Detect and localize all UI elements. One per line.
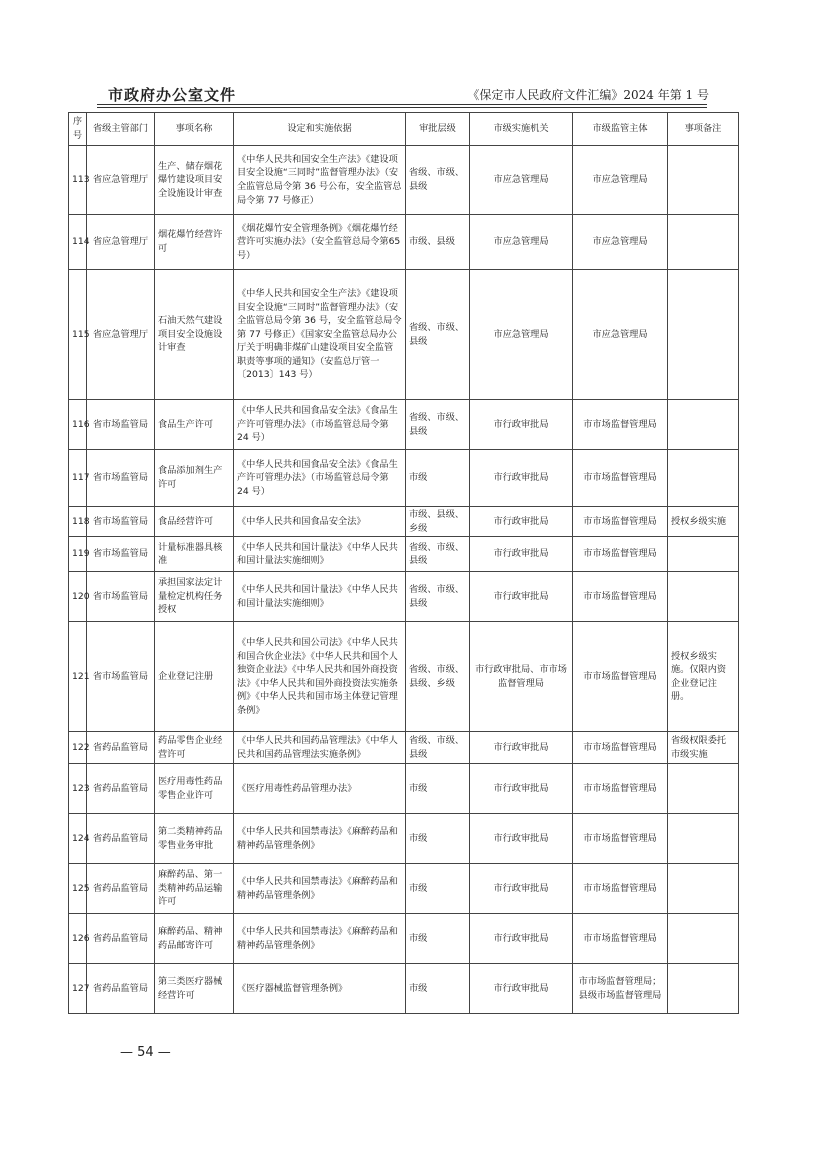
row-item-name: 第二类精神药品零售业务审批 (155, 814, 234, 864)
row-basis: 《医疗用毒性药品管理办法》 (234, 764, 406, 814)
table-body (69, 146, 739, 1014)
row-level: 市级 (406, 764, 470, 814)
table-header-row (69, 113, 739, 146)
col-header-basis: 设定和实施依据 (234, 113, 406, 146)
row-item-name: 药品零售企业经营许可 (155, 732, 234, 764)
table-row (69, 622, 739, 732)
row-supervisor: 市市场监督管理局 (573, 764, 668, 814)
row-note (668, 537, 739, 572)
row-supervisor: 市应急管理局 (573, 215, 668, 270)
row-note (668, 814, 739, 864)
row-supervisor: 市市场监督管理局 (573, 572, 668, 622)
row-item-name: 食品生产许可 (155, 400, 234, 450)
row-note: 授权乡级实施 (668, 507, 739, 537)
row-supervisor: 市市场监督管理局 (573, 914, 668, 964)
row-level: 省级、市级、县级 (406, 270, 470, 400)
row-level: 省级、市级、县级、乡级 (406, 622, 470, 732)
row-basis: 《中华人民共和国公司法》《中华人民共和国合伙企业法》《中华人民共和国个人独资企业法》《中华人民共和国外商投资法》《中华人民共和国外商投资法实施条例》《中华人民共和国市场主体登记管理条例》 (234, 622, 406, 732)
row-dept: 省市场监管局 (87, 622, 155, 732)
table-row (69, 814, 739, 864)
row-supervisor: 市应急管理局 (573, 270, 668, 400)
row-basis: 《中华人民共和国计量法》《中华人民共和国计量法实施细则》 (234, 572, 406, 622)
row-dept: 省市场监管局 (87, 450, 155, 507)
row-item-name: 第三类医疗器械经营许可 (155, 964, 234, 1014)
row-dept: 省药品监管局 (87, 814, 155, 864)
row-level: 省级、市级、县级 (406, 400, 470, 450)
row-note (668, 146, 739, 215)
row-item-name: 承担国家法定计量检定机构任务授权 (155, 572, 234, 622)
row-number: 126 (69, 914, 87, 964)
table-row (69, 914, 739, 964)
row-agency: 市行政审批局 (470, 864, 573, 914)
header-rule-thin (97, 107, 707, 108)
col-header-item: 事项名称 (155, 113, 234, 146)
row-basis: 《中华人民共和国食品安全法》《食品生产许可管理办法》（市场监管总局令第 24 号） (234, 450, 406, 507)
row-dept: 省应急管理厅 (87, 270, 155, 400)
col-header-level: 审批层级 (406, 113, 470, 146)
row-level: 省级、市级、县级 (406, 732, 470, 764)
row-item-name: 食品添加剂生产许可 (155, 450, 234, 507)
col-header-supervisor: 市级监管主体 (573, 113, 668, 146)
row-supervisor: 市市场监督管理局 (573, 450, 668, 507)
row-dept: 省市场监管局 (87, 507, 155, 537)
row-supervisor: 市市场监督管理局 (573, 622, 668, 732)
row-number: 115 (69, 270, 87, 400)
row-agency: 市行政审批局 (470, 400, 573, 450)
row-level: 省级、市级、县级 (406, 572, 470, 622)
header-rule-thick (97, 104, 707, 105)
table-row (69, 732, 739, 764)
row-dept: 省市场监管局 (87, 537, 155, 572)
row-note (668, 572, 739, 622)
row-number: 127 (69, 964, 87, 1014)
row-dept: 省市场监管局 (87, 400, 155, 450)
row-level: 市级 (406, 864, 470, 914)
row-agency: 市行政审批局 (470, 537, 573, 572)
row-dept: 省市场监管局 (87, 572, 155, 622)
table-row (69, 537, 739, 572)
row-note (668, 914, 739, 964)
table-row (69, 400, 739, 450)
table-row (69, 270, 739, 400)
row-agency: 市行政审批局 (470, 450, 573, 507)
row-item-name: 食品经营许可 (155, 507, 234, 537)
row-supervisor: 市市场监督管理局 (573, 507, 668, 537)
row-item-name: 石油天然气建设项目安全设施设计审查 (155, 270, 234, 400)
row-note (668, 400, 739, 450)
col-header-dept: 省级主管部门 (87, 113, 155, 146)
row-note: 省级权限委托市级实施 (668, 732, 739, 764)
row-number: 123 (69, 764, 87, 814)
row-supervisor: 市市场监督管理局 (573, 814, 668, 864)
row-agency: 市行政审批局 (470, 764, 573, 814)
row-level: 市级 (406, 814, 470, 864)
row-number: 119 (69, 537, 87, 572)
row-basis: 《中华人民共和国食品安全法》《食品生产许可管理办法》（市场监管总局令第 24 号） (234, 400, 406, 450)
row-basis: 《中华人民共和国禁毒法》《麻醉药品和精神药品管理条例》 (234, 814, 406, 864)
table-row (69, 507, 739, 537)
row-level: 市级 (406, 450, 470, 507)
row-note (668, 764, 739, 814)
row-supervisor: 市市场监督管理局；县级市场监督管理局 (573, 964, 668, 1014)
table-row (69, 764, 739, 814)
row-dept: 省药品监管局 (87, 864, 155, 914)
row-number: 120 (69, 572, 87, 622)
row-supervisor: 市市场监督管理局 (573, 864, 668, 914)
row-note (668, 215, 739, 270)
row-number: 113 (69, 146, 87, 215)
row-dept: 省药品监管局 (87, 914, 155, 964)
row-agency: 市行政审批局 (470, 732, 573, 764)
row-basis: 《医疗器械监督管理条例》 (234, 964, 406, 1014)
row-basis: 《中华人民共和国安全生产法》《建设项目安全设施“三同时”监督管理办法》（安全监管总局令第 36 号，安全监管总局令第 77 号修正）《国家安全监管总局办公厅关于明确非煤矿山建设项目安全监管职责等事项的通知》（安监总厅管一〔2013〕143 号） (234, 270, 406, 400)
table-row (69, 964, 739, 1014)
document-title: 市政府办公室文件 (108, 86, 237, 104)
row-number: 125 (69, 864, 87, 914)
table-row (69, 146, 739, 215)
table-row (69, 215, 739, 270)
row-agency: 市应急管理局 (470, 215, 573, 270)
row-agency: 市行政审批局 (470, 572, 573, 622)
collection-title: 《保定市人民政府文件汇编》2024 年第 1 号 (467, 88, 709, 102)
col-header-agency: 市级实施机关 (470, 113, 573, 146)
row-supervisor: 市市场监督管理局 (573, 400, 668, 450)
row-basis: 《中华人民共和国食品安全法》 (234, 507, 406, 537)
table-row (69, 864, 739, 914)
row-level: 市级 (406, 964, 470, 1014)
row-dept: 省应急管理厅 (87, 146, 155, 215)
row-item-name: 计量标准器具核准 (155, 537, 234, 572)
row-level: 市级 (406, 914, 470, 964)
row-basis: 《中华人民共和国药品管理法》《中华人民共和国药品管理法实施条例》 (234, 732, 406, 764)
row-number: 124 (69, 814, 87, 864)
row-number: 117 (69, 450, 87, 507)
row-note (668, 450, 739, 507)
row-item-name: 麻醉药品、第一类精神药品运输许可 (155, 864, 234, 914)
row-note: 授权乡级实施。仅限内资企业登记注册。 (668, 622, 739, 732)
row-basis: 《中华人民共和国禁毒法》《麻醉药品和精神药品管理条例》 (234, 914, 406, 964)
row-basis: 《中华人民共和国安全生产法》《建设项目安全设施“三同时”监督管理办法》（安全监管总局令第 36 号公布，安全监管总局令第 77 号修正） (234, 146, 406, 215)
row-number: 118 (69, 507, 87, 537)
row-note (668, 270, 739, 400)
row-level: 省级、市级、县级 (406, 537, 470, 572)
table-row (69, 572, 739, 622)
row-agency: 市行政审批局 (470, 814, 573, 864)
row-note (668, 864, 739, 914)
row-agency: 市行政审批局 (470, 914, 573, 964)
row-level: 市级、县级、乡级 (406, 507, 470, 537)
row-number: 122 (69, 732, 87, 764)
row-dept: 省药品监管局 (87, 732, 155, 764)
row-item-name: 麻醉药品、精神药品邮寄许可 (155, 914, 234, 964)
row-agency: 市应急管理局 (470, 270, 573, 400)
row-supervisor: 市市场监督管理局 (573, 537, 668, 572)
row-item-name: 生产、储存烟花爆竹建设项目安全设施设计审查 (155, 146, 234, 215)
row-dept: 省应急管理厅 (87, 215, 155, 270)
row-agency: 市行政审批局、市市场监督管理局 (470, 622, 573, 732)
row-dept: 省药品监管局 (87, 764, 155, 814)
row-note (668, 964, 739, 1014)
row-dept: 省药品监管局 (87, 964, 155, 1014)
row-basis: 《中华人民共和国计量法》《中华人民共和国计量法实施细则》 (234, 537, 406, 572)
row-supervisor: 市市场监督管理局 (573, 732, 668, 764)
page-number: — 54 — (120, 1045, 171, 1060)
row-level: 市级、县级 (406, 215, 470, 270)
row-supervisor: 市应急管理局 (573, 146, 668, 215)
row-item-name: 烟花爆竹经营许可 (155, 215, 234, 270)
row-agency: 市行政审批局 (470, 964, 573, 1014)
row-agency: 市行政审批局 (470, 507, 573, 537)
col-header-no: 序号 (69, 113, 87, 146)
row-basis: 《中华人民共和国禁毒法》《麻醉药品和精神药品管理条例》 (234, 864, 406, 914)
row-agency: 市应急管理局 (470, 146, 573, 215)
approval-items-table (68, 112, 739, 1014)
row-item-name: 企业登记注册 (155, 622, 234, 732)
row-level: 省级、市级、县级 (406, 146, 470, 215)
row-number: 114 (69, 215, 87, 270)
col-header-note: 事项备注 (668, 113, 739, 146)
row-basis: 《烟花爆竹安全管理条例》《烟花爆竹经营许可实施办法》（安全监管总局令第65 号） (234, 215, 406, 270)
row-item-name: 医疗用毒性药品零售企业许可 (155, 764, 234, 814)
row-number: 116 (69, 400, 87, 450)
row-number: 121 (69, 622, 87, 732)
table-row (69, 450, 739, 507)
